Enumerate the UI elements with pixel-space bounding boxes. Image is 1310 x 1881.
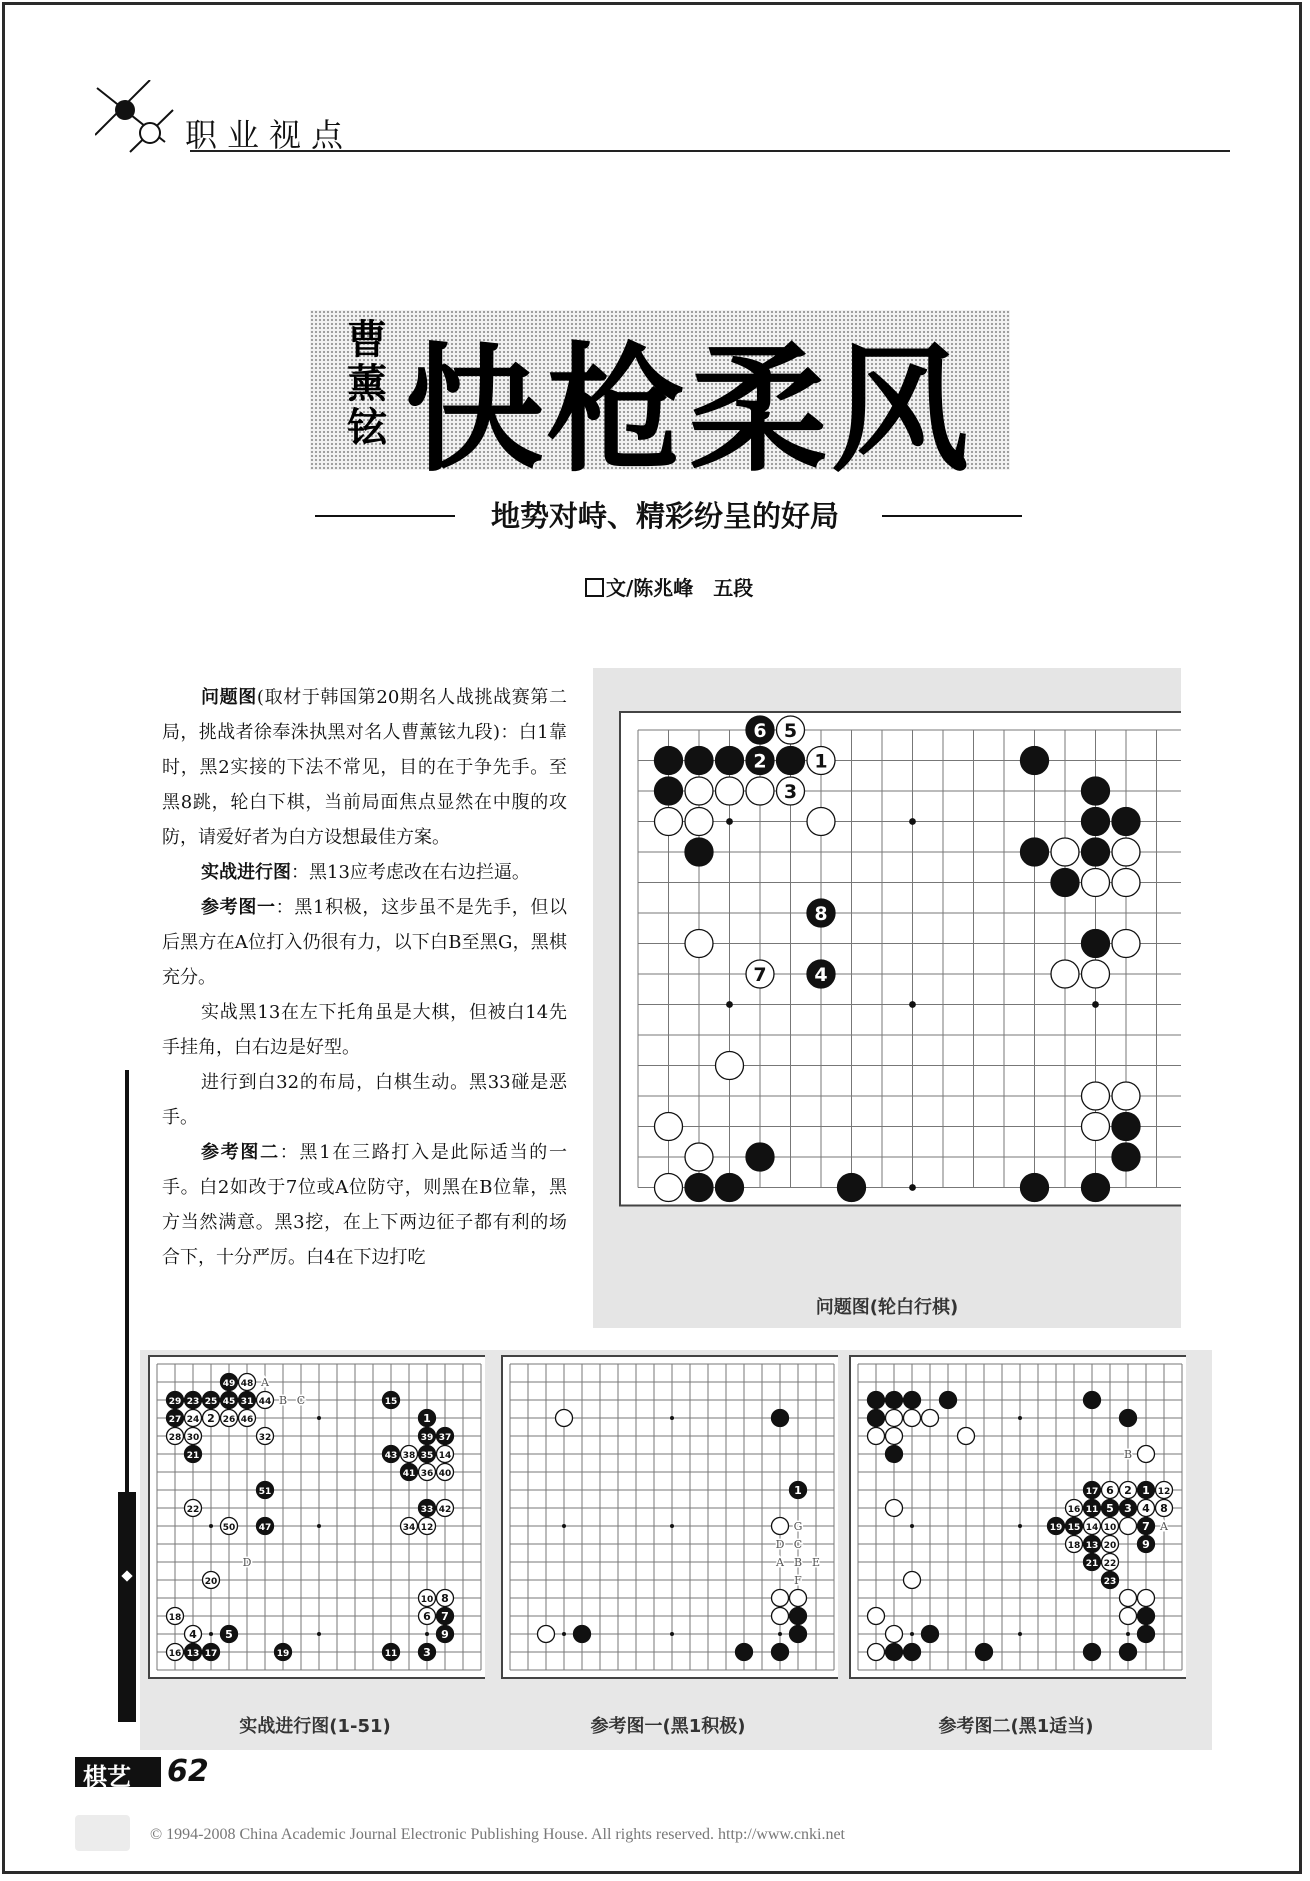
move-number: 4 — [189, 1627, 197, 1641]
white-stone — [1082, 1082, 1110, 1110]
move-number: 20 — [1103, 1540, 1117, 1551]
white-stone — [685, 1143, 713, 1171]
paragraph — [162, 855, 567, 890]
move-number: 32 — [258, 1432, 272, 1443]
subtitle-row — [310, 494, 1020, 534]
move-number: 13 — [186, 1648, 200, 1659]
move-number: 1 — [814, 750, 828, 773]
move-number: 21 — [186, 1450, 200, 1461]
black-stone — [1112, 1113, 1140, 1141]
star-point — [910, 1632, 914, 1636]
go-board-main — [593, 668, 1181, 1288]
white-stone — [716, 1052, 744, 1080]
move-number: 27 — [168, 1414, 182, 1425]
black-stone — [1021, 747, 1049, 775]
black-stone — [772, 1410, 789, 1427]
white-stone — [904, 1572, 921, 1589]
white-stone — [655, 1174, 683, 1202]
move-number: 2 — [207, 1411, 215, 1425]
black-stone — [1112, 1143, 1140, 1171]
page-number: 62 — [167, 1754, 209, 1789]
cnki-logo-icon — [75, 1815, 130, 1851]
black-stone — [1120, 1644, 1137, 1661]
paragraph-text: (取材于韩国第20期名人战挑战赛第二局，挑战者徐奉洙执黑对名人曹薰铉九段)：白1靠时，黑2实接的下法不常见，目的在于争先手。至黑8跳，轮白下棋，当前局面焦点显然在中腹的攻防，请爱好者为白方设想最佳方案。 — [162, 687, 567, 848]
star-point — [1018, 1524, 1022, 1528]
move-number: 39 — [420, 1432, 434, 1443]
move-number: 16 — [1067, 1504, 1081, 1515]
move-number: 12 — [420, 1522, 434, 1533]
move-number: 12 — [1157, 1486, 1171, 1497]
board-letter: B — [278, 1393, 288, 1407]
black-stone — [716, 747, 744, 775]
paragraph-lead: 实战进行图 — [201, 862, 291, 883]
move-number: 1 — [423, 1411, 431, 1425]
player-name: 曹薰铉 — [347, 317, 387, 451]
black-stone — [685, 1174, 713, 1202]
white-stone — [886, 1626, 903, 1643]
white-stone — [1138, 1446, 1155, 1463]
star-point — [317, 1524, 321, 1528]
board-letter: A — [261, 1375, 269, 1389]
move-number: 15 — [384, 1396, 398, 1407]
white-stone — [886, 1500, 903, 1517]
black-stone — [790, 1608, 807, 1625]
move-number: 28 — [168, 1432, 182, 1443]
star-point — [1018, 1416, 1022, 1420]
black-stone — [904, 1392, 921, 1409]
black-stone — [838, 1174, 866, 1202]
move-number: 3 — [783, 780, 798, 803]
board-letter: G — [793, 1519, 803, 1533]
move-number: 43 — [384, 1450, 398, 1461]
black-stone — [655, 747, 683, 775]
move-number: 18 — [1067, 1540, 1081, 1551]
move-number: 30 — [186, 1432, 200, 1443]
move-number: 49 — [222, 1378, 236, 1389]
white-stone — [1082, 1113, 1110, 1141]
margin-tab — [118, 1492, 136, 1722]
black-stone — [1082, 808, 1110, 836]
paragraph-text: 进行到白32的布局，白棋生动。黑33碰是恶手。 — [162, 1072, 567, 1128]
white-stone — [958, 1428, 975, 1445]
figure-caption: 实战进行图(1-51) — [239, 1716, 391, 1737]
move-number: 11 — [384, 1648, 398, 1659]
black-stone — [655, 777, 683, 805]
column-name: 职业视点 — [185, 116, 354, 154]
star-point — [670, 1524, 674, 1528]
move-number: 7 — [753, 963, 767, 986]
board-letter: E — [811, 1555, 821, 1569]
white-stone — [556, 1410, 573, 1427]
move-number: 48 — [240, 1378, 254, 1389]
move-number: 2 — [1124, 1483, 1132, 1497]
star-point — [909, 1184, 916, 1191]
go-board-ref1 — [498, 1350, 838, 1710]
white-stone — [716, 777, 744, 805]
black-stone — [904, 1644, 921, 1661]
black-stone — [1021, 838, 1049, 866]
white-stone — [685, 808, 713, 836]
move-number: 46 — [240, 1414, 254, 1425]
board-letter: D — [775, 1537, 785, 1551]
move-number: 11 — [1085, 1504, 1099, 1515]
move-number: 10 — [1103, 1522, 1117, 1533]
star-point — [909, 818, 916, 825]
white-stone — [922, 1410, 939, 1427]
move-number: 19 — [1049, 1522, 1063, 1533]
board-letter: A — [1160, 1519, 1168, 1533]
board-letter: B — [793, 1555, 803, 1569]
black-stone — [772, 1644, 789, 1661]
board-letter: F — [794, 1573, 802, 1587]
magazine-name: 棋艺 — [83, 1763, 131, 1791]
black-stone — [886, 1446, 903, 1463]
black-stone — [790, 1626, 807, 1643]
paragraph-text: ：黑1在三路打入是此际适当的一手。白2如改于7位或A位防守，则黑在B位靠，黑方当然满意。黑3挖，在上下两边征子都有利的场合下，十分严厉。白4在下边打吃 — [162, 1142, 568, 1268]
move-number: 18 — [168, 1612, 182, 1623]
move-number: 33 — [420, 1504, 434, 1515]
move-number: 41 — [402, 1468, 416, 1479]
white-stone — [538, 1626, 555, 1643]
move-number: 10 — [420, 1594, 434, 1605]
move-number: 37 — [438, 1432, 452, 1443]
white-stone — [868, 1644, 885, 1661]
white-stone — [1120, 1590, 1137, 1607]
star-point — [1092, 1001, 1099, 1008]
black-stone — [716, 1174, 744, 1202]
move-number: 1 — [794, 1483, 802, 1497]
white-stone — [1138, 1590, 1155, 1607]
move-number: 23 — [186, 1396, 200, 1407]
black-stone — [868, 1410, 885, 1427]
paragraph-lead: 问题图 — [201, 687, 257, 708]
board-letter: A — [776, 1555, 784, 1569]
move-number: 4 — [814, 963, 828, 986]
white-stone — [772, 1608, 789, 1625]
star-point — [209, 1632, 213, 1636]
star-point — [425, 1632, 429, 1636]
black-stone — [746, 1143, 774, 1171]
black-stone — [976, 1644, 993, 1661]
white-stone — [790, 1590, 807, 1607]
move-number: 7 — [1142, 1519, 1150, 1533]
board-letter: B — [1123, 1447, 1133, 1461]
move-number: 14 — [1085, 1522, 1099, 1533]
white-stone — [904, 1410, 921, 1427]
move-number: 22 — [186, 1504, 200, 1515]
black-stone — [574, 1626, 591, 1643]
column-header — [95, 80, 1230, 160]
move-number: 9 — [441, 1627, 449, 1641]
reference-figures — [140, 1350, 1212, 1750]
star-point — [910, 1524, 914, 1528]
star-point — [726, 1001, 733, 1008]
board-letter: C — [793, 1537, 803, 1551]
subtitle-rule-left — [315, 515, 455, 517]
byline-box-icon — [585, 578, 604, 597]
paragraph-text: ：黑1积极，这步虽不是先手，但以后黑方在A位打入仍很有力，以下白B至黑G，黑棋充分。 — [162, 897, 568, 988]
paragraph-lead: 参考图二 — [201, 1142, 280, 1163]
board-letter: C — [296, 1393, 306, 1407]
star-point — [562, 1632, 566, 1636]
figure-caption: 问题图(轮白行棋) — [815, 1297, 959, 1318]
move-number: 6 — [1106, 1483, 1114, 1497]
black-stone — [886, 1644, 903, 1661]
figure-caption: 参考图二(黑1适当) — [938, 1716, 1094, 1737]
board-letter: D — [242, 1555, 252, 1569]
white-stone — [1112, 869, 1140, 897]
white-stone — [655, 1113, 683, 1141]
black-stone — [940, 1392, 957, 1409]
move-number: 20 — [204, 1576, 218, 1587]
black-stone — [1082, 777, 1110, 805]
white-stone — [886, 1410, 903, 1427]
white-stone — [1112, 930, 1140, 958]
star-point — [909, 1001, 916, 1008]
title-block — [310, 310, 1010, 491]
move-number: 17 — [1085, 1486, 1099, 1497]
black-stone — [777, 747, 805, 775]
article-body — [162, 680, 567, 1275]
paragraph-lead: 参考图一 — [201, 897, 276, 918]
black-stone — [886, 1392, 903, 1409]
star-point — [562, 1524, 566, 1528]
move-number: 5 — [783, 719, 798, 742]
move-number: 40 — [438, 1468, 452, 1479]
paragraph — [162, 1065, 567, 1135]
white-stone — [1112, 1082, 1140, 1110]
move-number: 8 — [441, 1591, 449, 1605]
white-stone — [655, 808, 683, 836]
paragraph — [162, 995, 567, 1065]
subtitle-rule-right — [882, 515, 1022, 517]
move-number: 31 — [240, 1396, 254, 1407]
white-stone — [1082, 960, 1110, 988]
move-number: 16 — [168, 1648, 182, 1659]
paragraph — [162, 1135, 567, 1275]
move-number: 36 — [420, 1468, 434, 1479]
white-stone — [868, 1608, 885, 1625]
white-stone — [868, 1428, 885, 1445]
white-stone — [807, 808, 835, 836]
move-number: 1 — [1142, 1483, 1150, 1497]
paragraph — [162, 680, 567, 855]
move-number: 51 — [258, 1486, 272, 1497]
move-number: 22 — [1103, 1558, 1117, 1569]
article-subtitle: 地势对峙、精彩纷呈的好局 — [490, 499, 839, 533]
move-number: 9 — [1142, 1537, 1150, 1551]
move-number: 50 — [222, 1522, 236, 1533]
black-stone — [868, 1392, 885, 1409]
move-number: 5 — [225, 1627, 233, 1641]
white-stone — [772, 1518, 789, 1535]
move-number: 4 — [1142, 1501, 1150, 1515]
white-stone — [1051, 838, 1079, 866]
move-number: 44 — [258, 1396, 272, 1407]
star-point — [778, 1632, 782, 1636]
move-number: 3 — [1124, 1501, 1132, 1515]
move-number: 23 — [1103, 1576, 1117, 1587]
move-number: 25 — [204, 1396, 218, 1407]
paragraph-text: 实战黑13在左下托角虽是大棋，但被白14先手挂角，白右边是好型。 — [162, 1002, 567, 1058]
black-stone — [1082, 1174, 1110, 1202]
article-title: 快枪柔风 — [405, 330, 974, 491]
white-stone — [1120, 1518, 1137, 1535]
star-point — [726, 818, 733, 825]
diamond-icon — [121, 1570, 132, 1581]
move-number: 42 — [438, 1504, 452, 1515]
white-stone — [886, 1428, 903, 1445]
move-number: 24 — [186, 1414, 200, 1425]
move-number: 6 — [423, 1609, 431, 1623]
black-stone — [1112, 808, 1140, 836]
black-stone — [685, 747, 713, 775]
black-stone — [1082, 838, 1110, 866]
star-point — [317, 1416, 321, 1420]
move-number: 3 — [423, 1645, 431, 1659]
move-number: 8 — [1160, 1501, 1168, 1515]
white-stone — [1112, 838, 1140, 866]
page-footer — [75, 1754, 215, 1791]
move-number: 5 — [1106, 1501, 1114, 1515]
move-number: 7 — [441, 1609, 449, 1623]
star-point — [209, 1524, 213, 1528]
star-point — [317, 1632, 321, 1636]
black-stone — [1082, 930, 1110, 958]
white-stone — [772, 1590, 789, 1607]
white-stone — [1051, 960, 1079, 988]
move-number: 35 — [420, 1450, 434, 1461]
move-number: 38 — [402, 1450, 416, 1461]
byline — [585, 572, 753, 601]
black-stone — [1051, 869, 1079, 897]
black-stone — [922, 1626, 939, 1643]
move-number: 14 — [438, 1450, 452, 1461]
go-stones-logo-icon — [95, 80, 175, 155]
paragraph-text: ：黑13应考虑改在右边拦逼。 — [291, 862, 530, 883]
move-number: 29 — [168, 1396, 182, 1407]
black-stone — [1138, 1608, 1155, 1625]
black-stone — [1021, 1174, 1049, 1202]
white-stone — [746, 777, 774, 805]
white-stone — [685, 777, 713, 805]
byline-text: 文/陈兆峰 五段 — [606, 576, 754, 600]
black-stone — [685, 838, 713, 866]
move-number: 34 — [402, 1522, 416, 1533]
move-number: 13 — [1085, 1540, 1099, 1551]
move-number: 21 — [1085, 1558, 1099, 1569]
magazine-badge — [75, 1757, 161, 1791]
white-stone — [685, 930, 713, 958]
black-stone — [1084, 1392, 1101, 1409]
problem-figure — [593, 668, 1181, 1328]
star-point — [1126, 1632, 1130, 1636]
move-number: 15 — [1067, 1522, 1081, 1533]
copyright-notice: © 1994-2008 China Academic Journal Electronic Publishing House. All rights reserved. http://www.cnki.net — [150, 1826, 845, 1843]
star-point — [670, 1416, 674, 1420]
paragraph — [162, 890, 567, 995]
black-stone — [736, 1644, 753, 1661]
star-point — [670, 1632, 674, 1636]
move-number: 8 — [814, 902, 828, 925]
black-stone — [1120, 1410, 1137, 1427]
move-number: 26 — [222, 1414, 236, 1425]
go-board-actual — [145, 1350, 485, 1710]
star-point — [1018, 1632, 1022, 1636]
move-number: 19 — [276, 1648, 290, 1659]
move-number: 45 — [222, 1396, 236, 1407]
move-number: 47 — [258, 1522, 272, 1533]
figure-caption: 参考图一(黑1积极) — [590, 1716, 746, 1737]
move-number: 17 — [204, 1648, 218, 1659]
move-number: 6 — [753, 719, 767, 742]
move-number: 2 — [753, 750, 767, 773]
black-stone — [1138, 1626, 1155, 1643]
white-stone — [1120, 1608, 1137, 1625]
go-board-ref2 — [846, 1350, 1186, 1710]
white-stone — [1082, 869, 1110, 897]
black-stone — [1084, 1644, 1101, 1661]
